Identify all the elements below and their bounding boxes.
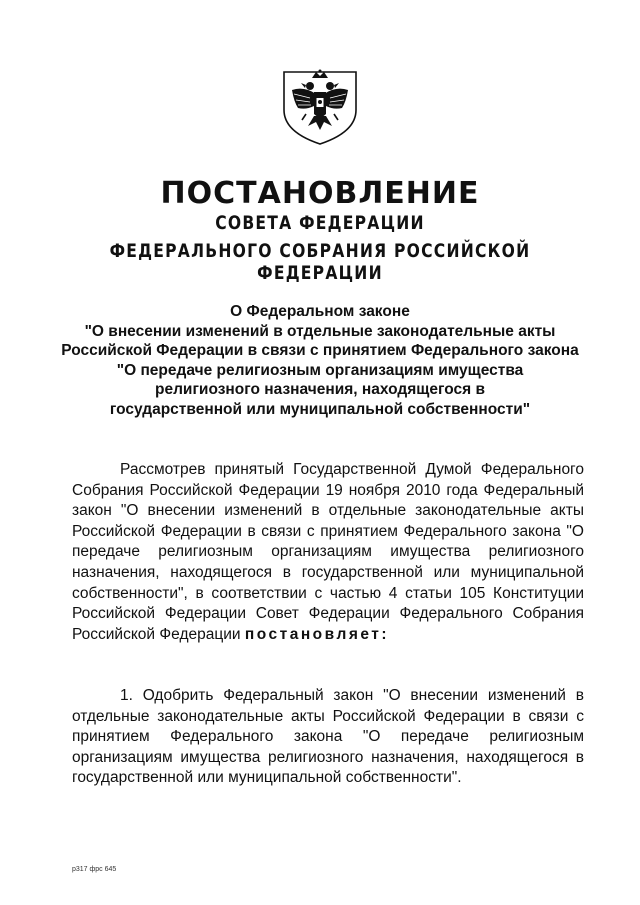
subject-line: Российской Федерации в связи с принятием Федерального закона bbox=[61, 342, 579, 360]
document-code: р317 фрс 645 bbox=[72, 866, 117, 873]
subject-line: О Федеральном законе bbox=[230, 303, 410, 320]
subject-line: государственной или муниципальной собственности" bbox=[109, 400, 531, 418]
preamble-paragraph bbox=[72, 460, 584, 645]
coat-of-arms-emblem-icon bbox=[276, 66, 364, 146]
preamble-text: Рассмотрев принятый Государственной Думой Федерального Собрания Российской Федерации 19 ноября 2010 года Федеральный закон "О внесении изменений в отдельные законодательные акты Российской Федерации в связи с принятием Федерального закона "О передаче религиозным организациям имущества религиозного назначения, находящегося в государственной или муниципальной собственности", в соответствии с частью 4 статьи 105 Конституции Российской Федерации Совет Федерации Федерального Собрания Российской Федерации bbox=[72, 461, 584, 643]
subject-line: "О передаче религиозным организациям имущества bbox=[116, 361, 524, 379]
subject-line: "О внесении изменений в отдельные законодательные акты bbox=[84, 322, 556, 340]
resolution-subject bbox=[40, 302, 600, 420]
resolution-clause-1: 1. Одобрить Федеральный закон "О внесении изменений в отдельные законодательные акты Российской Федерации в связи с принятием Федерального закона "О передаче религиозным организациям имущества религиозного назначения, находящегося в государственной или муниципальной собственности". bbox=[72, 687, 584, 787]
document-subtitle-assembly: ФЕДЕРАЛЬНОГО СОБРАНИЯ РОССИЙСКОЙ ФЕДЕРАЦИИ bbox=[109, 240, 531, 284]
document-title: ПОСТАНОВЛЕНИЕ bbox=[160, 176, 480, 211]
document-subtitle-council: СОВЕТА ФЕДЕРАЦИИ bbox=[215, 212, 425, 234]
decree-word: постановляет: bbox=[244, 625, 390, 643]
subject-line: религиозного назначения, находящегося в bbox=[155, 381, 485, 399]
